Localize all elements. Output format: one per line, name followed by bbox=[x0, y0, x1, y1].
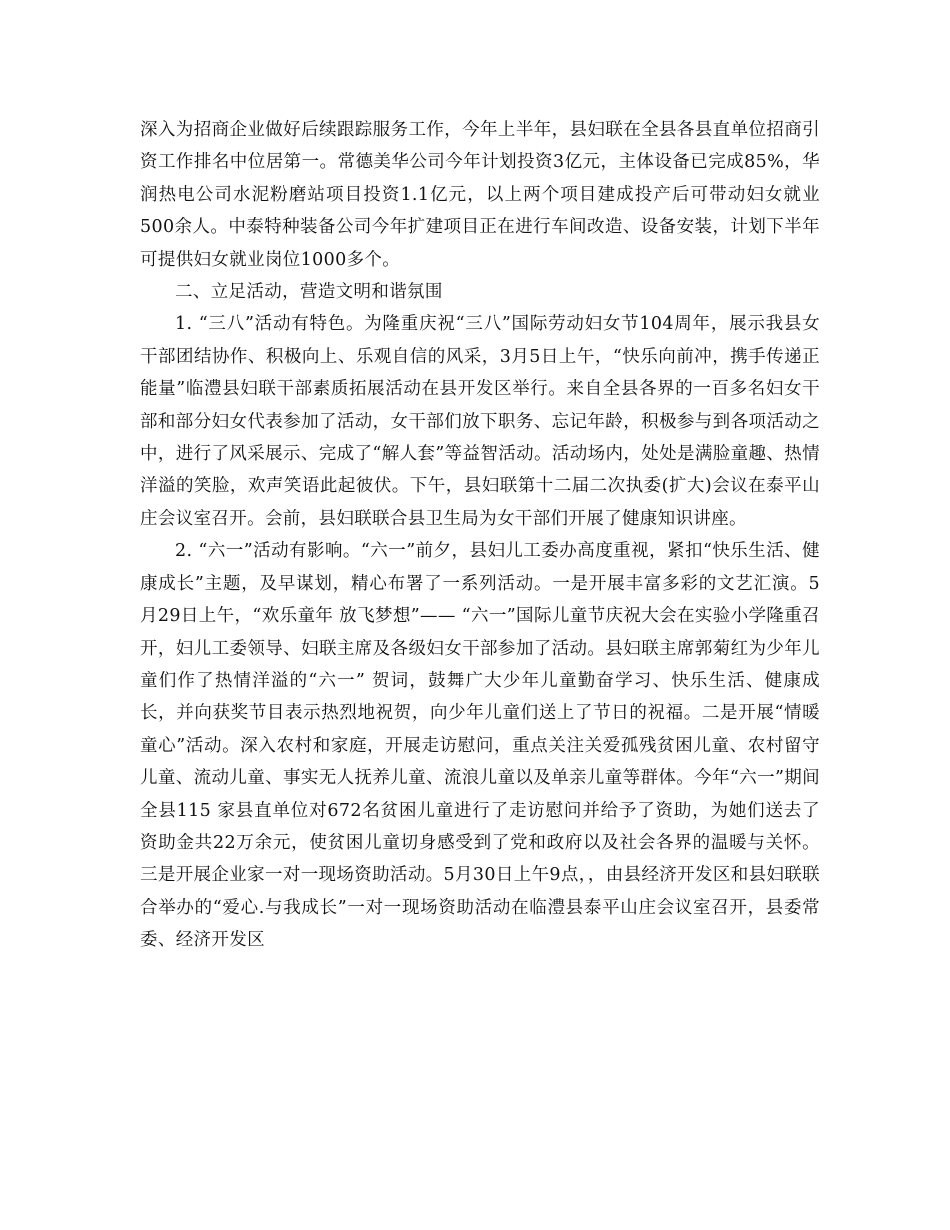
section-heading: 二、立足活动，营造文明和谐氛围 bbox=[175, 282, 443, 303]
paragraph-investment: 深入为招商企业做好后续跟踪服务工作，今年上半年，县妇联在全县各县直单位招商引资工作排名中位居第一。常德美华公司今年计划投资3亿元，主体设备已完成85%，华润热电公司水泥粉磨站项目投资1.1亿元，以上两个项目建成投产后可带动妇女就业500余人。中泰特种装备公司今年扩建项目正在进行车间改造、设备安装，计划下半年可提供妇女就业岗位1000多个。 bbox=[140, 120, 820, 270]
paragraph-march-eighth: 1. “三八”活动有特色。为隆重庆祝“三八”国际劳动妇女节104周年，展示我县女干部团结协作、积极向上、乐观自信的风采，3月5日上午，“快乐向前冲，携手传递正能量”临澧县妇联干部素质拓展活动在县开发区举行。来自全县各界的一百多名妇女干部和部分妇女代表参加了活动，女干部们放下职务、忘记年龄，积极参与到各项活动之中，进行了风采展示、完成了“解人套”等益智活动。活动场内，处处是满脸童趣、热情洋溢的笑脸，欢声笑语此起彼伏。下午，县妇联第十二届二次执委(扩大)会议在泰平山庄会议室召开。会前，县妇联联合县卫生局为女干部们开展了健康知识讲座。 bbox=[140, 314, 820, 529]
paragraph-june-first: 2. “六一”活动有影响。“六一”前夕，县妇儿工委办高度重视，紧扣“快乐生活、健康成长”主题，及早谋划，精心布署了一系列活动。一是开展丰富多彩的文艺汇演。5月29日上午，“欢乐童年 放飞梦想”—— “六一”国际儿童节庆祝大会在实验小学隆重召开，妇儿工委领导、妇联主席及各级妇女干部参加了活动。县妇联主席郭菊红为少年儿童们作了热情洋溢的“六一” 贺词，鼓舞广大少年儿童勤奋学习、快乐生活、健康成长，并向获奖节目表示热烈地祝贺，向少年儿童们送上了节日的祝福。二是开展“情暖童心”活动。深入农村和家庭，开展走访慰问，重点关注关爱孤残贫困儿童、农村留守儿童、流动儿童、事实无人抚养儿童、流浪儿童以及单亲儿童等群体。今年“六一”期间全县115 家县直单位对672名贫困儿童进行了走访慰问并给予了资助，为她们送去了资助金共22万余元，使贫困儿童切身感受到了党和政府以及社会各界的温暖与关怀。三是开展企业家一对一现场资助活动。5月30日上午9点，，由县经济开发区和县妇联联合举办的“爱心.与我成长”一对一现场资助活动在临澧县泰平山庄会议室召开，县委常委、经济开发区 bbox=[140, 541, 820, 951]
document-page bbox=[140, 114, 820, 957]
